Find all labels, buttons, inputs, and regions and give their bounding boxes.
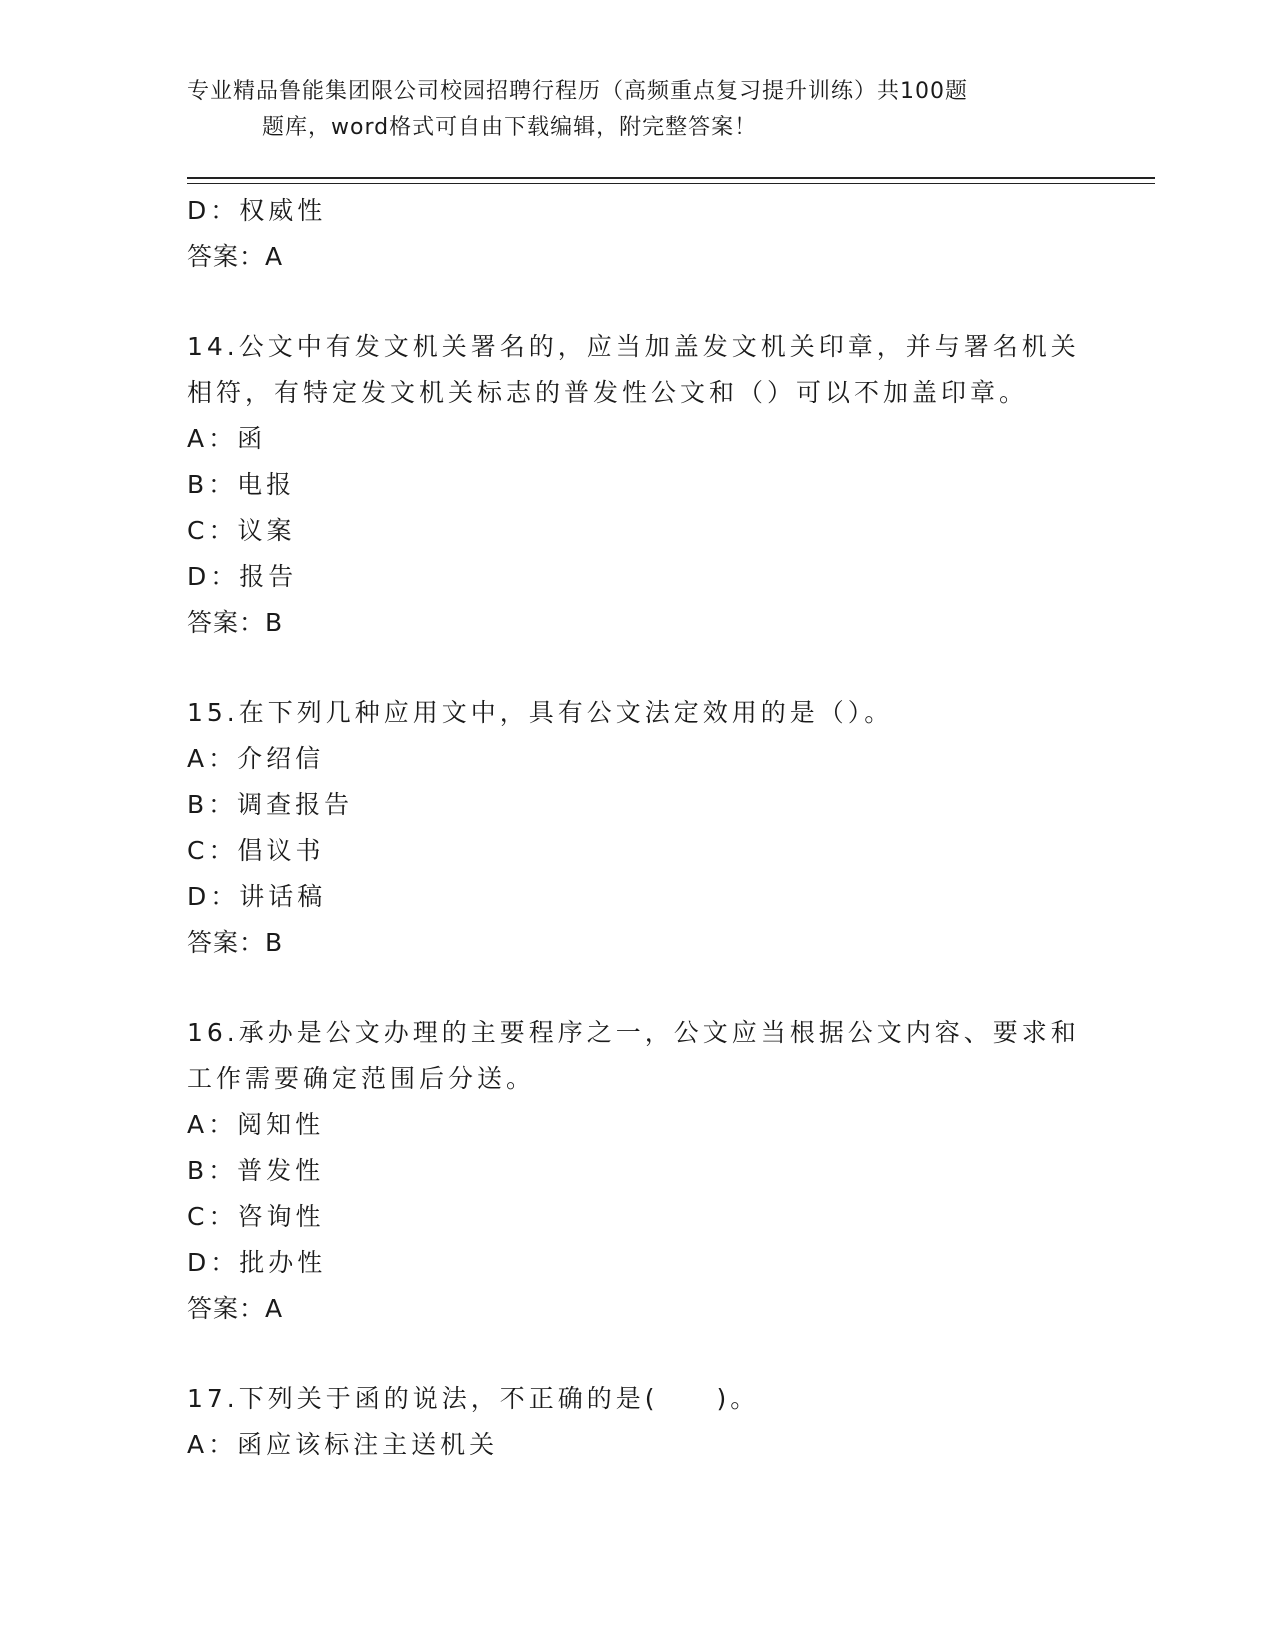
option-d: D：权威性 xyxy=(187,196,327,225)
answer-line: 答案：A xyxy=(187,1294,284,1323)
question-text-line1: 16.承办是公文办理的主要程序之一，公文应当根据公文内容、要求和 xyxy=(187,1018,1080,1047)
option-c: C：倡议书 xyxy=(187,836,325,865)
option-b: B：普发性 xyxy=(187,1156,325,1185)
question-text-line2: 相符，有特定发文机关标志的普发性公文和（）可以不加盖印章。 xyxy=(187,378,1029,407)
option-a: A：阅知性 xyxy=(187,1110,325,1139)
answer-line: 答案：B xyxy=(187,608,284,637)
question-content xyxy=(187,188,1087,1468)
option-c: C：议案 xyxy=(187,516,296,545)
question-14 xyxy=(187,324,1087,646)
header-title-line1: 专业精品鲁能集团限公司校园招聘行程历（高频重点复习提升训练）共100题 xyxy=(187,79,968,104)
question-16 xyxy=(187,1010,1087,1332)
option-a: A：函应该标注主送机关 xyxy=(187,1430,499,1459)
option-b: B：调查报告 xyxy=(187,790,354,819)
question-text-line1: 15.在下列几种应用文中，具有公文法定效用的是（）。 xyxy=(187,698,894,727)
document-header xyxy=(187,74,1047,146)
header-rule-thin xyxy=(187,183,1155,184)
option-c: C：咨询性 xyxy=(187,1202,325,1231)
header-rule-thick xyxy=(187,177,1155,179)
option-d: D：讲话稿 xyxy=(187,882,327,911)
option-d: D：批办性 xyxy=(187,1248,327,1277)
question-text-line1: 17.下列关于函的说法，不正确的是( )。 xyxy=(187,1384,760,1413)
question-text-line2: 工作需要确定范围后分送。 xyxy=(187,1064,536,1093)
question-text-line1: 14.公文中有发文机关署名的，应当加盖发文机关印章，并与署名机关 xyxy=(187,332,1080,361)
question-15 xyxy=(187,690,1087,966)
option-b: B：电报 xyxy=(187,470,296,499)
option-a: A：介绍信 xyxy=(187,744,325,773)
option-a: A：函 xyxy=(187,424,267,453)
header-title-line2: 题库，word格式可自由下载编辑，附完整答案！ xyxy=(262,115,758,140)
question-17 xyxy=(187,1376,1087,1468)
answer-line: 答案：A xyxy=(187,242,284,271)
option-d: D：报告 xyxy=(187,562,298,591)
answer-line: 答案：B xyxy=(187,928,284,957)
